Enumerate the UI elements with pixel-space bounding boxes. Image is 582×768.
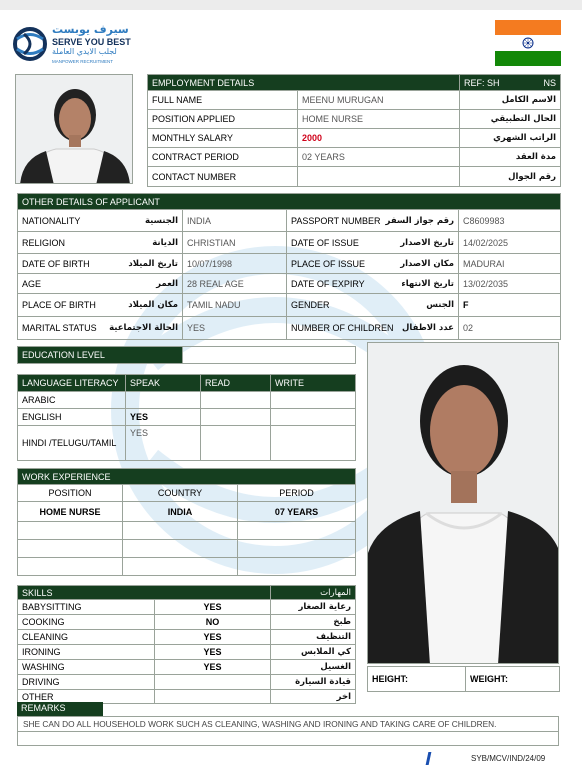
skill-arabic: اخر (271, 690, 356, 704)
monthly-salary-value: 2000 (298, 129, 460, 148)
contract-period-label: CONTRACT PERIOD (148, 148, 298, 167)
language-literacy-table (17, 374, 356, 461)
skill-row (18, 645, 356, 660)
work-experience-table (17, 468, 356, 576)
speak-header: SPEAK (126, 375, 201, 392)
work-position: HOME NURSE (18, 502, 123, 522)
employment-row-position (148, 110, 561, 129)
skill-label: DRIVING (18, 675, 155, 690)
skill-value: YES (155, 600, 271, 615)
place-of-issue-label: PLACE OF ISSUE (291, 258, 366, 269)
remarks-text: SHE CAN DO ALL HOUSEHOLD WORK SUCH AS CLEANING, WASHING AND IRONING AND TAKING CARE OF CHILDREN. (18, 717, 558, 732)
skill-row (18, 600, 356, 615)
language-row-hindi (18, 426, 356, 461)
skills-header: SKILLS (18, 586, 271, 600)
india-flag (495, 20, 561, 66)
contact-number-value (298, 167, 460, 187)
language-read (201, 426, 271, 461)
work-country: INDIA (123, 502, 238, 522)
language-row-arabic (18, 392, 356, 409)
full-name-value: MEENU MURUGAN (298, 91, 460, 110)
language-row-english (18, 409, 356, 426)
religion-arabic: الديانة (152, 237, 178, 248)
date-of-expiry-arabic: تاريخ الانتهاء (401, 278, 454, 289)
employment-row-contract (148, 148, 561, 167)
brand-arabic-tagline: لجلب الايدي العاملة (52, 47, 117, 56)
language-write (271, 392, 356, 409)
work-period (238, 558, 356, 576)
applicant-photo-large (367, 342, 559, 664)
employment-row-salary (148, 129, 561, 148)
brand-arabic-name: سيرف يوبست (52, 23, 129, 36)
skill-label: IRONING (18, 645, 155, 660)
employment-header: EMPLOYMENT DETAILS (148, 75, 460, 91)
skill-label: BABYSITTING (18, 600, 155, 615)
nationality-label: NATIONALITY (22, 215, 81, 226)
skill-arabic: قيادة السيارة (271, 675, 356, 690)
write-header: WRITE (271, 375, 356, 392)
skill-value: YES (155, 645, 271, 660)
skills-arabic-header: المهارات (271, 586, 356, 600)
top-margin (0, 0, 582, 10)
education-level-label: EDUCATION LEVEL (18, 347, 183, 364)
skill-row (18, 675, 356, 690)
skill-label: CLEANING (18, 630, 155, 645)
date-of-issue-value: 14/02/2025 (459, 232, 561, 254)
work-period (238, 540, 356, 558)
work-period: 07 YEARS (238, 502, 356, 522)
passport-number-label: PASSPORT NUMBER (291, 215, 381, 226)
gender-value: F (459, 294, 561, 317)
skill-value: YES (155, 630, 271, 645)
skill-value (155, 675, 271, 690)
globe-icon (12, 26, 48, 62)
contact-number-arabic: رقم الجوال (460, 167, 561, 187)
skill-arabic: رعاية الصغار (271, 600, 356, 615)
skills-table (17, 585, 356, 704)
position-applied-arabic: الحال التطبيقي (460, 110, 561, 129)
date-of-birth-arabic: تاريخ الميلاد (128, 258, 178, 269)
remarks-header: REMARKS (17, 702, 103, 716)
number-of-children-label: NUMBER OF CHILDREN (291, 323, 394, 333)
company-logo (12, 22, 138, 68)
contract-period-arabic: مدة العقد (460, 148, 561, 167)
date-of-birth-label: DATE OF BIRTH (22, 258, 90, 269)
skill-row (18, 615, 356, 630)
signature-mark (426, 752, 432, 765)
employment-row-contact (148, 167, 561, 187)
ref-suffix: NS (543, 77, 557, 88)
date-of-issue-arabic: تاريخ الاصدار (400, 237, 454, 248)
age-arabic: العمر (156, 278, 178, 289)
language-literacy-header: LANGUAGE LITERACY (18, 375, 126, 392)
other-details-header: OTHER DETAILS OF APPLICANT (18, 194, 561, 210)
place-of-birth-value: TAMIL NADU (183, 294, 287, 317)
date-of-expiry-value: 13/02/2035 (459, 274, 561, 294)
education-level-value (183, 347, 356, 364)
language-read (201, 409, 271, 426)
nationality-arabic: الجنسية (145, 215, 178, 226)
passport-number-arabic: رقم جواز السفر (385, 215, 454, 226)
ashoka-chakra-icon (522, 37, 534, 49)
education-level-table (17, 346, 356, 364)
work-row (18, 502, 356, 522)
language-speak: YES (126, 426, 201, 461)
weight-label: WEIGHT: (466, 667, 560, 692)
language-name: ARABIC (18, 392, 126, 409)
place-of-birth-arabic: مكان الميلاد (128, 300, 178, 310)
language-speak: YES (126, 409, 201, 426)
gender-arabic: الجنس (426, 300, 454, 310)
remarks-box (17, 716, 559, 746)
ref-label: REF: SH (464, 77, 500, 88)
position-applied-label: POSITION APPLIED (148, 110, 298, 129)
work-position (18, 558, 123, 576)
skill-row (18, 630, 356, 645)
date-of-issue-label: DATE OF ISSUE (291, 237, 359, 248)
other-details-table (17, 193, 561, 340)
read-header: READ (201, 375, 271, 392)
age-label: AGE (22, 278, 42, 289)
place-of-issue-value: MADURAI (459, 254, 561, 274)
country-column-header: COUNTRY (123, 485, 238, 502)
skill-value: YES (155, 660, 271, 675)
monthly-salary-arabic: الراتب الشهري (460, 129, 561, 148)
language-write (271, 426, 356, 461)
age-value: 28 REAL AGE (183, 274, 287, 294)
skill-arabic: التنظيف (271, 630, 356, 645)
marital-status-value: YES (183, 317, 287, 340)
employment-row-full-name (148, 91, 561, 110)
language-read (201, 392, 271, 409)
marital-status-label: MARITAL STATUS (22, 323, 97, 333)
skill-label: OTHER (18, 690, 155, 704)
work-row (18, 540, 356, 558)
position-column-header: POSITION (18, 485, 123, 502)
religion-value: CHRISTIAN (183, 232, 287, 254)
passport-number-value: C8609983 (459, 210, 561, 232)
brand-tagline: MANPOWER RECRUITMENT (52, 59, 113, 64)
language-name: HINDI /TELUGU/TAMIL (18, 426, 126, 461)
language-name: ENGLISH (18, 409, 126, 426)
work-position (18, 540, 123, 558)
number-of-children-arabic: عدد الاطفال (402, 323, 454, 333)
number-of-children-value: 02 (459, 317, 561, 340)
work-position (18, 522, 123, 540)
brand-name: SERVE YOU BEST (52, 37, 131, 47)
skill-arabic: الغسيل (271, 660, 356, 675)
religion-label: RELIGION (22, 237, 66, 248)
nationality-value: INDIA (183, 210, 287, 232)
work-row (18, 558, 356, 576)
date-of-birth-value: 10/07/1998 (183, 254, 287, 274)
height-weight-table (367, 666, 560, 692)
employment-details-table (147, 74, 561, 187)
position-applied-value: HOME NURSE (298, 110, 460, 129)
work-period (238, 522, 356, 540)
date-of-expiry-label: DATE OF EXPIRY (291, 278, 365, 289)
gender-label: GENDER (291, 300, 330, 310)
skill-value: NO (155, 615, 271, 630)
marital-status-arabic: الحالة الاجتماعية (109, 323, 178, 333)
document-code: SYB/MCV/IND/24/09 (471, 754, 546, 763)
period-column-header: PERIOD (238, 485, 356, 502)
work-experience-header: WORK EXPERIENCE (18, 469, 356, 485)
language-speak (126, 392, 201, 409)
monthly-salary-label: MONTHLY SALARY (148, 129, 298, 148)
work-row (18, 522, 356, 540)
height-label: HEIGHT: (368, 667, 466, 692)
work-country (123, 558, 238, 576)
language-write (271, 409, 356, 426)
contact-number-label: CONTACT NUMBER (148, 167, 298, 187)
work-country (123, 522, 238, 540)
skill-arabic: طبخ (271, 615, 356, 630)
place-of-birth-label: PLACE OF BIRTH (22, 300, 96, 310)
skill-arabic: كي الملابس (271, 645, 356, 660)
full-name-arabic: الاسم الكامل (460, 91, 561, 110)
contract-period-value: 02 YEARS (298, 148, 460, 167)
work-country (123, 540, 238, 558)
skill-label: WASHING (18, 660, 155, 675)
skill-row (18, 660, 356, 675)
full-name-label: FULL NAME (148, 91, 298, 110)
applicant-photo-small (15, 74, 133, 184)
place-of-issue-arabic: مكان الاصدار (400, 258, 454, 269)
skill-value (155, 690, 271, 704)
skill-label: COOKING (18, 615, 155, 630)
